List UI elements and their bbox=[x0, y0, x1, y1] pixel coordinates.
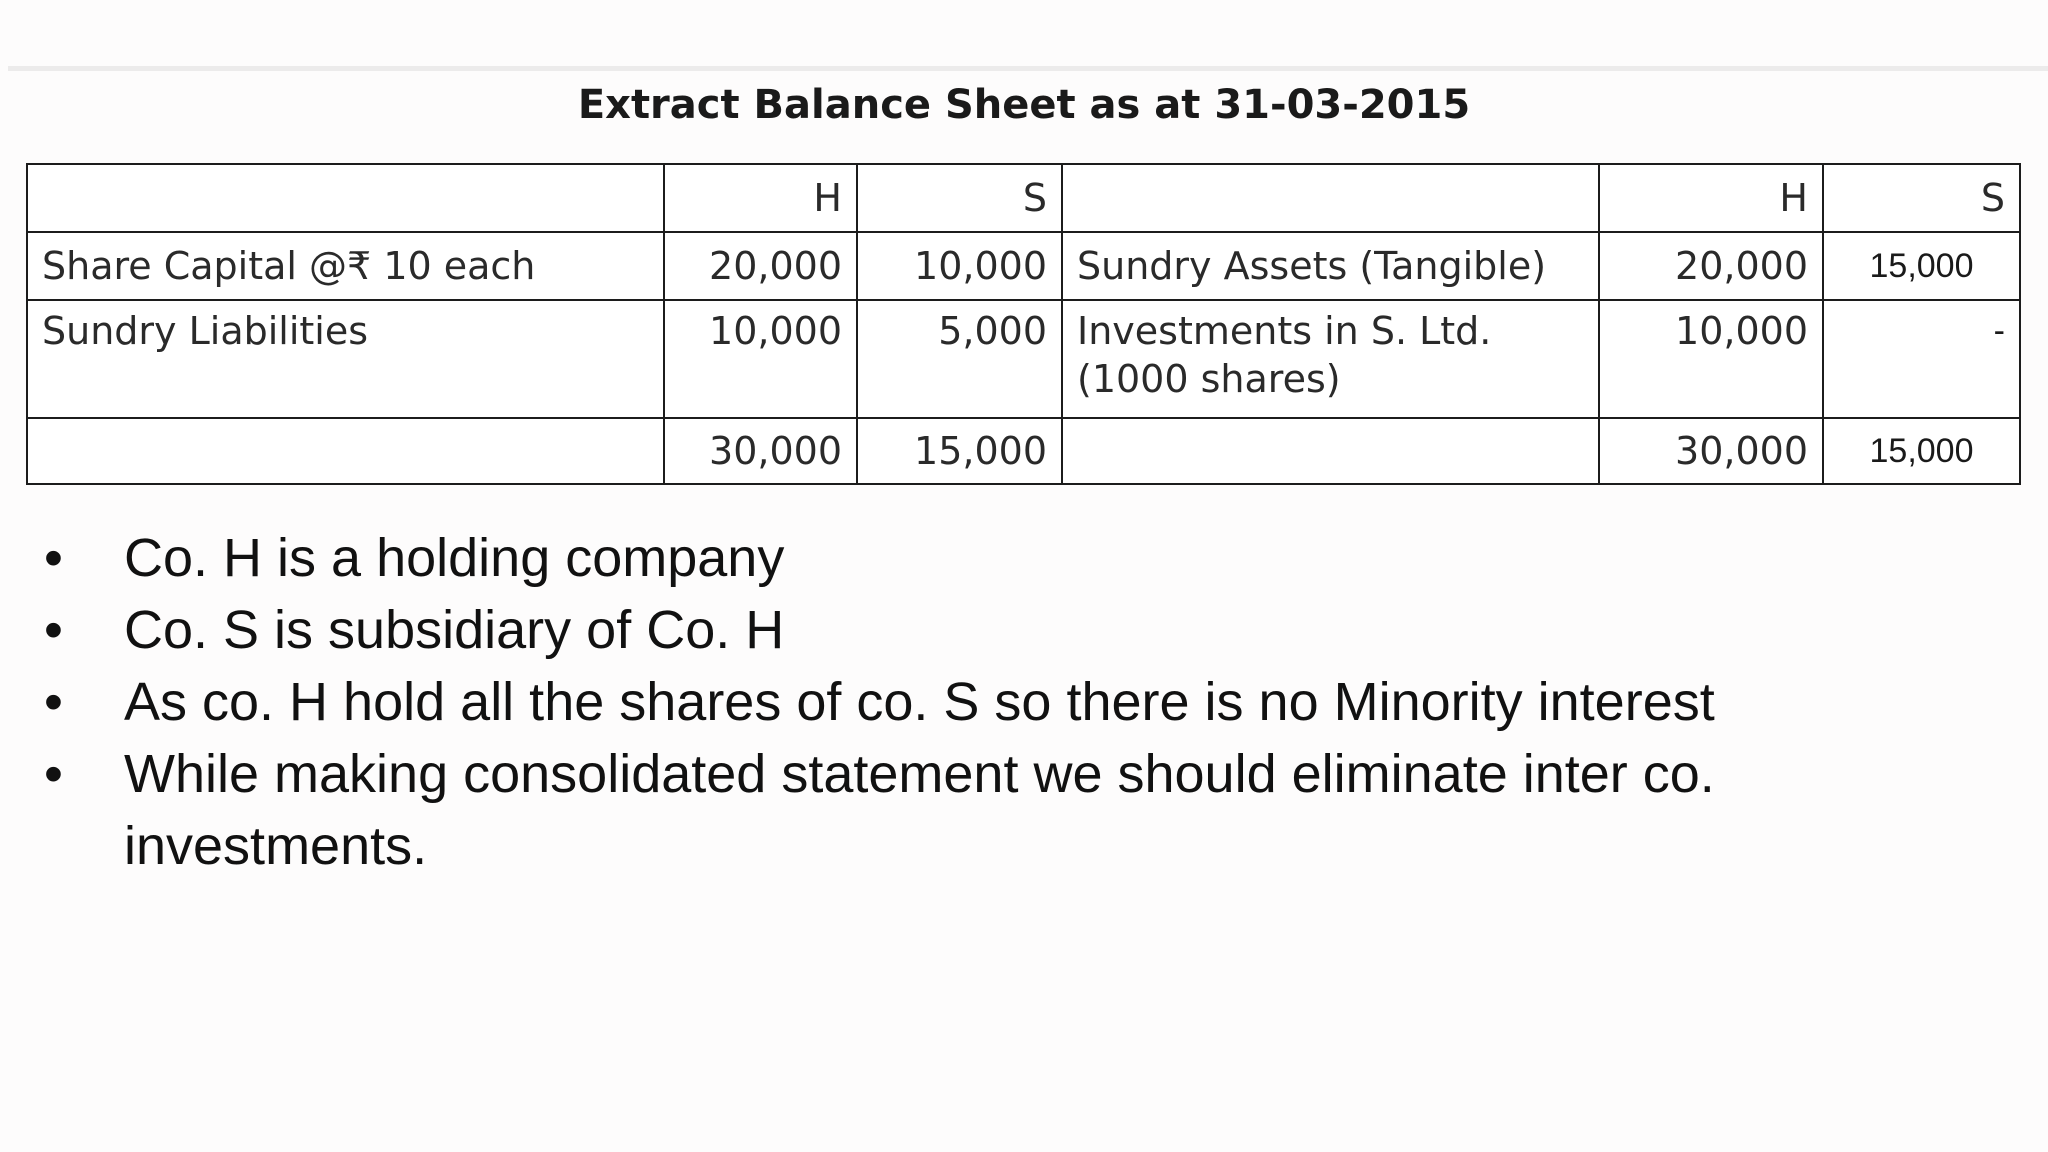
bullet-text: Co. S is subsidiary of Co. H bbox=[124, 600, 785, 660]
liability-s-value: 10,000 bbox=[857, 232, 1062, 300]
liability-s-value: 5,000 bbox=[857, 300, 1062, 418]
total-assets-s: 15,000 bbox=[1823, 418, 2020, 484]
bullet-icon: • bbox=[44, 672, 63, 732]
bullet-text: While making consolidated statement we should eliminate inter co. investments. bbox=[124, 744, 1715, 876]
header-cell-assets bbox=[1062, 164, 1599, 232]
liability-label: Sundry Liabilities bbox=[27, 300, 664, 418]
totals-row bbox=[27, 418, 2020, 484]
total-liabilities-h: 30,000 bbox=[664, 418, 857, 484]
list-item bbox=[40, 738, 2000, 882]
asset-h-value: 20,000 bbox=[1599, 232, 1823, 300]
total-asset-label bbox=[1062, 418, 1599, 484]
bullet-icon: • bbox=[44, 744, 63, 804]
asset-s-value: 15,000 bbox=[1823, 232, 2020, 300]
balance-sheet-title: Extract Balance Sheet as at 31-03-2015 bbox=[577, 82, 1471, 128]
header-cell-s: S bbox=[857, 164, 1062, 232]
total-liabilities-s: 15,000 bbox=[857, 418, 1062, 484]
list-item bbox=[40, 594, 2000, 666]
balance-sheet-table bbox=[26, 163, 2021, 485]
asset-s-value: - bbox=[1823, 300, 2020, 418]
header-cell-h: H bbox=[1599, 164, 1823, 232]
bullet-text: As co. H hold all the shares of co. S so there is no Minority interest bbox=[124, 672, 1715, 732]
table-row bbox=[27, 300, 2020, 418]
bullet-icon: • bbox=[44, 600, 63, 660]
liability-h-value: 10,000 bbox=[664, 300, 857, 418]
table-header-row bbox=[27, 164, 2020, 232]
header-cell-liabilities bbox=[27, 164, 664, 232]
top-divider bbox=[8, 66, 2048, 71]
header-cell-h: H bbox=[664, 164, 857, 232]
total-assets-h: 30,000 bbox=[1599, 418, 1823, 484]
table-row bbox=[27, 232, 2020, 300]
asset-label: Sundry Assets (Tangible) bbox=[1062, 232, 1599, 300]
bullet-icon: • bbox=[44, 528, 63, 588]
total-label bbox=[27, 418, 664, 484]
liability-label: Share Capital @₹ 10 each bbox=[27, 232, 664, 300]
bullet-list bbox=[40, 522, 2000, 882]
bullet-text: Co. H is a holding company bbox=[124, 528, 785, 588]
header-cell-s: S bbox=[1823, 164, 2020, 232]
list-item bbox=[40, 522, 2000, 594]
asset-label: Investments in S. Ltd. (1000 shares) bbox=[1062, 300, 1599, 418]
liability-h-value: 20,000 bbox=[664, 232, 857, 300]
list-item bbox=[40, 666, 2000, 738]
asset-h-value: 10,000 bbox=[1599, 300, 1823, 418]
